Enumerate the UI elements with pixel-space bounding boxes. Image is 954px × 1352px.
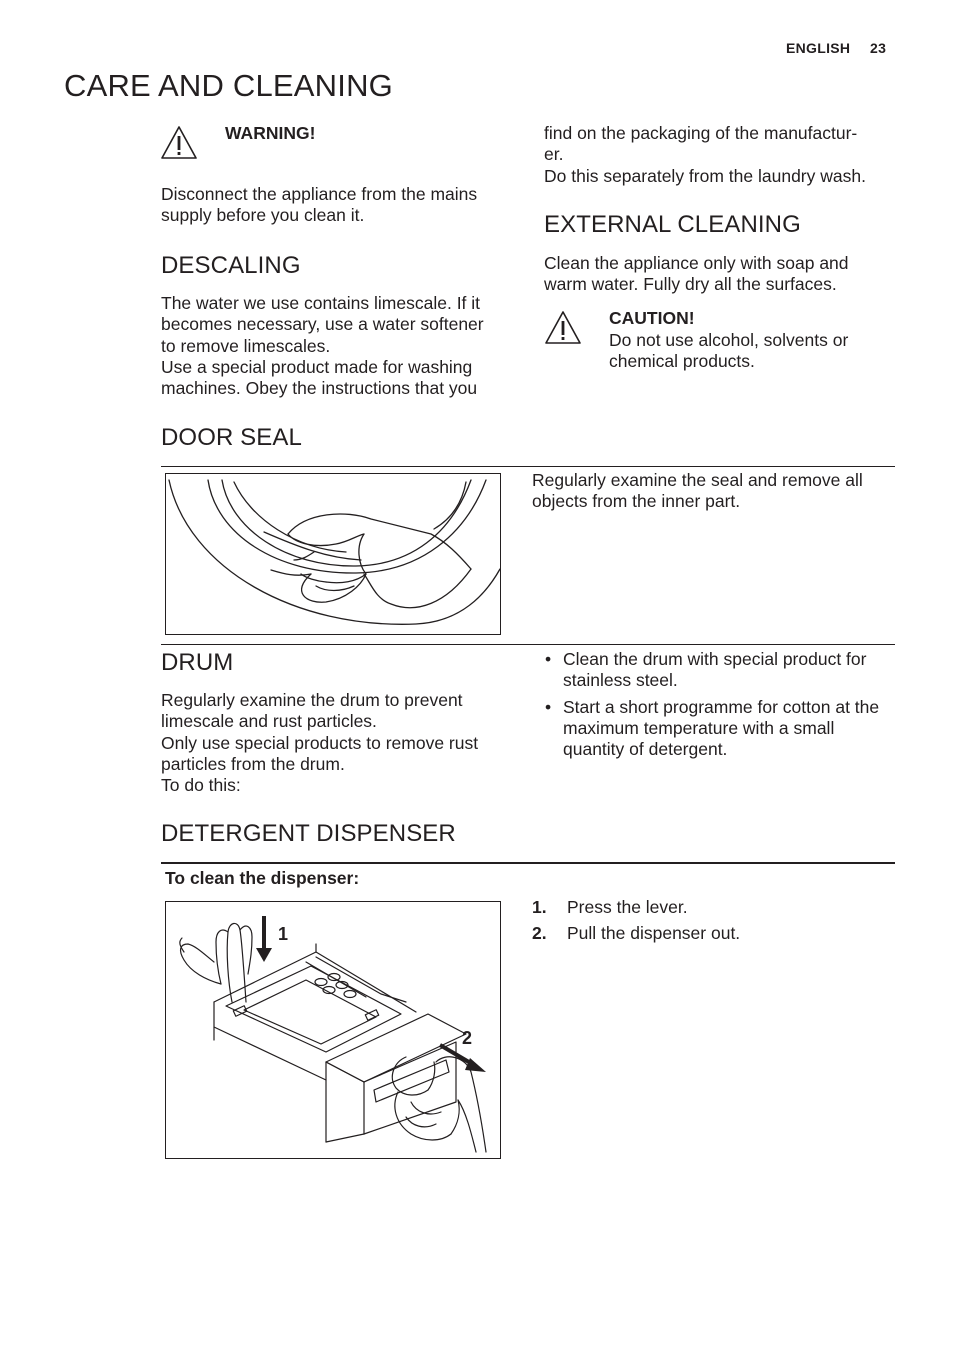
caution-text: Do not use alcohol, solvents or chemical products. [609, 330, 849, 372]
warning-triangle-icon [160, 125, 198, 161]
figure-label-1: 1 [278, 924, 289, 944]
door-seal-heading: DOOR SEAL [161, 424, 302, 451]
drum-text: Regularly examine the drum to prevent limescale and rust particles. Only use special products to remove rust particles from the drum. To do this: [161, 690, 479, 796]
door-seal-illustration [165, 473, 501, 635]
step-text: Press the lever. [567, 897, 688, 917]
detergent-dispenser-rule [161, 862, 895, 864]
door-seal-rule [161, 466, 895, 467]
caution-triangle-icon [544, 310, 582, 346]
dispenser-step-item [532, 923, 902, 944]
step-number: 1. [532, 897, 547, 917]
descaling-text-right: find on the packaging of the manufactur- er. Do this separately from the laundry wash. [544, 123, 866, 186]
dispenser-step-item [532, 897, 902, 918]
warning-text: Disconnect the appliance from the mains supply before you clean it. [161, 184, 478, 226]
detergent-dispenser-heading: DETERGENT DISPENSER [161, 820, 456, 847]
caution-label: CAUTION! [609, 308, 695, 328]
external-cleaning-text: Clean the appliance only with soap and warm water. Fully dry all the surfaces. [544, 253, 849, 295]
dispenser-steps-list [532, 897, 902, 950]
page-title: CARE AND CLEANING [64, 68, 393, 103]
figure-label-2: 2 [462, 1028, 473, 1048]
door-seal-text: Regularly examine the seal and remove all objects from the inner part. [532, 470, 863, 512]
drum-rule [161, 644, 895, 645]
step-number: 2. [532, 923, 547, 944]
drum-bullet-item: • Clean the drum with special product for stainless steel. [544, 649, 896, 692]
external-cleaning-heading: EXTERNAL CLEANING [544, 211, 801, 238]
descaling-heading: DESCALING [161, 252, 301, 279]
drum-heading: DRUM [161, 649, 234, 676]
drum-bullet-list [544, 649, 896, 765]
dispenser-subheading: To clean the dispenser: [165, 868, 360, 888]
step-text: Pull the dispenser out. [567, 923, 741, 944]
drum-bullet-item: • Start a short programme for cotton at the maximum temperature with a small quantity of detergent. [544, 697, 896, 761]
warning-label: WARNING! [225, 123, 316, 143]
descaling-text-left: The water we use contains limescale. If it becomes necessary, use a water softener to remove limescales. Use a special product made for washing machines. Obey the instructions that you [161, 293, 484, 399]
dispenser-illustration [165, 901, 501, 1159]
header-page-number: 23 [870, 40, 887, 56]
header-language: ENGLISH [786, 40, 851, 56]
